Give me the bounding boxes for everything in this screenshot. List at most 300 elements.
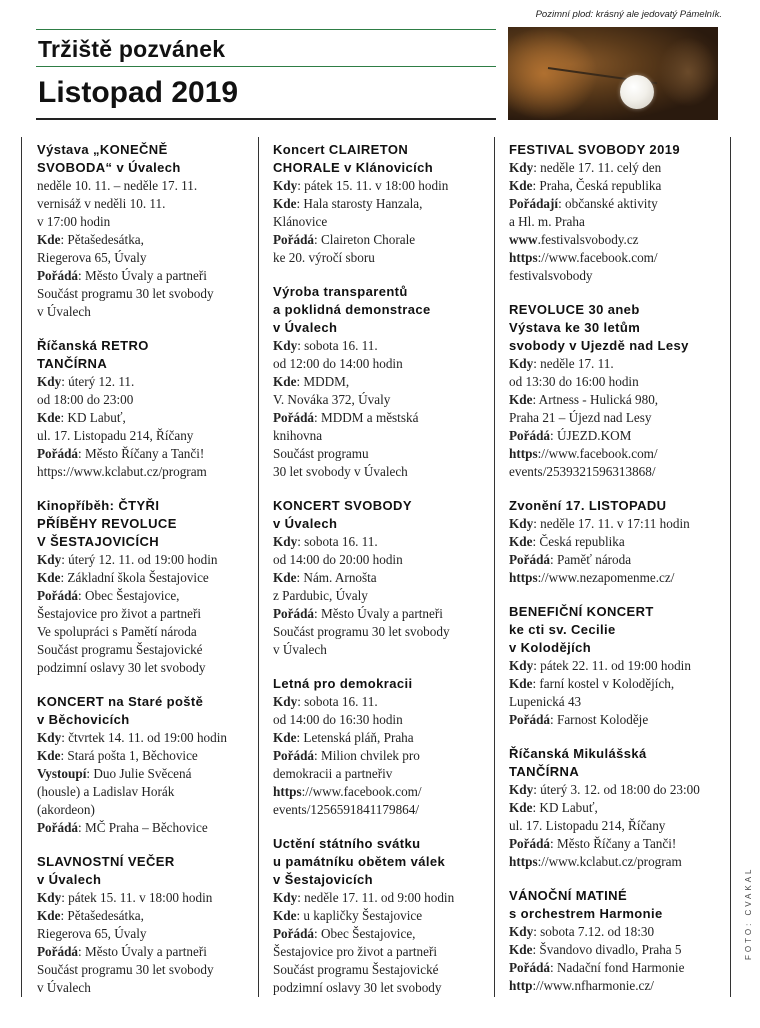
event-detail-text: a Hl. m. Praha: [509, 214, 585, 229]
event-detail-label: Kde: [37, 570, 61, 585]
event-title: [37, 853, 252, 889]
event-title-line: v Kolodějích: [509, 640, 592, 655]
event-detail-line: [37, 765, 252, 783]
event-detail-line: [37, 889, 252, 907]
event-detail-line: [509, 409, 724, 427]
event-title: [509, 141, 724, 159]
event-detail-label: Pořádá: [37, 944, 79, 959]
event-detail-line: [37, 623, 252, 641]
event-entry: [37, 337, 252, 481]
event-detail-text: https://www.kclabut.cz/program: [37, 464, 207, 479]
event-detail-text: : Milion chvilek pro: [314, 748, 420, 763]
event-detail-label: Kde: [509, 178, 533, 193]
event-detail-text: : MČ Praha – Běchovice: [78, 820, 208, 835]
event-detail-text: events/2539321596313868/: [509, 464, 656, 479]
event-detail-text: ke 20. výročí sboru: [273, 250, 375, 265]
event-detail-text: od 13:30 do 16:00 hodin: [509, 374, 639, 389]
event-detail-line: [37, 303, 252, 321]
event-detail-text: (akordeon): [37, 802, 95, 817]
event-entry: [37, 497, 252, 677]
event-detail-line: [273, 801, 488, 819]
event-detail-text: : Česká republika: [532, 534, 625, 549]
event-detail-line: [37, 409, 252, 427]
event-title-line: ke cti sv. Cecilie: [509, 622, 616, 637]
event-title-line: V ŠESTAJOVICÍCH: [37, 534, 160, 549]
event-detail-line: [509, 515, 724, 533]
event-detail-text: : Město Říčany a Tanči!: [550, 836, 677, 851]
event-detail-text: : KD Labuť,: [532, 800, 598, 815]
event-title-line: BENEFIČNÍ KONCERT: [509, 604, 654, 619]
event-title-line: v Šestajovicích: [273, 872, 373, 887]
photo-caption: Pozimní plod: krásný ale jedovatý Pámelník.: [535, 9, 722, 20]
event-detail-text: : Švandovo divadlo, Praha 5: [532, 942, 682, 957]
event-detail-label: Pořádají: [509, 196, 559, 211]
event-detail-label: Pořádá: [37, 446, 79, 461]
event-detail-label: Pořádá: [509, 960, 551, 975]
event-detail-label: Vystoupí: [37, 766, 87, 781]
event-detail-text: Šestajovice pro život a partneři: [273, 944, 438, 959]
event-detail-label: Kdy: [37, 552, 62, 567]
event-detail-label: Pořádá: [273, 926, 315, 941]
event-detail-label: Kde: [273, 196, 297, 211]
event-title: [273, 141, 488, 177]
event-detail-line: [37, 285, 252, 303]
event-entry: [37, 853, 252, 997]
event-detail-line: [37, 729, 252, 747]
event-detail-line: [509, 657, 724, 675]
event-detail-text: : Pětašedesátka,: [60, 232, 144, 247]
event-detail-line: [509, 835, 724, 853]
event-detail-text: : Artness - Hulická 980,: [532, 392, 659, 407]
event-detail-label: Pořádá: [509, 428, 551, 443]
snowberry-photo: [508, 27, 718, 120]
event-detail-text: Součást programu Šestajovické: [37, 642, 203, 657]
event-detail-label: Kde: [273, 730, 297, 745]
event-detail-text: Ve spolupráci s Pamětí národa: [37, 624, 197, 639]
event-detail-label: Kdy: [273, 178, 298, 193]
event-detail-text: : sobota 7.12. od 18:30: [533, 924, 655, 939]
event-title-line: v Úvalech: [273, 320, 338, 335]
event-detail-line: [273, 445, 488, 463]
event-detail-label: Kdy: [273, 534, 298, 549]
event-detail-line: [37, 551, 252, 569]
event-detail-text: podzimní oslavy 30 let svobody: [273, 980, 442, 995]
event-detail-line: [37, 231, 252, 249]
event-title-line: KONCERT na Staré poště: [37, 694, 204, 709]
event-detail-line: [509, 675, 724, 693]
event-detail-text: : u kapličky Šestajovice: [296, 908, 423, 923]
event-detail-text: ://www.facebook.com/: [301, 784, 422, 799]
event-title-line: CHORALE v Klánovicích: [273, 160, 434, 175]
event-detail-text: .festivalsvobody.cz: [537, 232, 639, 247]
event-detail-label: Kde: [509, 676, 533, 691]
event-detail-line: [509, 373, 724, 391]
event-detail-label: Kdy: [37, 730, 62, 745]
event-title: [273, 675, 488, 693]
event-detail-line: [509, 533, 724, 551]
event-detail-text: Součást programu 30 let svobody: [273, 624, 450, 639]
event-detail-label: Kdy: [509, 782, 534, 797]
event-detail-text: : Město Úvaly a partneři: [314, 606, 443, 621]
event-detail-line: [37, 445, 252, 463]
event-detail-text: : pátek 15. 11. v 18:00 hodin: [297, 178, 449, 193]
event-title: [509, 301, 724, 355]
event-detail-text: : Pětašedesátka,: [60, 908, 144, 923]
section-kicker: Tržiště pozvánek: [38, 36, 226, 62]
event-title-line: Výroba transparentů: [273, 284, 408, 299]
event-title-line: Říčanská RETRO: [37, 338, 149, 353]
header-rule-bottom: [36, 118, 496, 120]
event-title-line: a poklidná demonstrace: [273, 302, 431, 317]
event-detail-line: [509, 711, 724, 729]
event-detail-text: : neděle 17. 11. od 9:00 hodin: [297, 890, 455, 905]
event-detail-text: Lupenická 43: [509, 694, 582, 709]
event-detail-text: : pátek 22. 11. od 19:00 hodin: [533, 658, 691, 673]
event-detail-label: Kde: [273, 570, 297, 585]
event-detail-line: [509, 249, 724, 267]
event-detail-line: [273, 693, 488, 711]
event-detail-line: [37, 427, 252, 445]
event-detail-line: [37, 979, 252, 997]
event-detail-text: knihovna: [273, 428, 323, 443]
event-detail-line: [273, 337, 488, 355]
event-detail-text: : Farnost Koloděje: [550, 712, 649, 727]
event-detail-label: Pořádá: [37, 268, 79, 283]
event-detail-label: Kde: [273, 908, 297, 923]
event-detail-text: (housle) a Ladislav Horák: [37, 784, 175, 799]
events-column-3: [509, 141, 724, 1011]
event-detail-line: [273, 961, 488, 979]
event-detail-label: Kdy: [273, 890, 298, 905]
event-detail-line: [509, 923, 724, 941]
event-detail-text: ://www.facebook.com/: [537, 250, 658, 265]
event-detail-line: [273, 729, 488, 747]
event-detail-label: Pořádá: [509, 712, 551, 727]
event-title-line: s orchestrem Harmonie: [509, 906, 663, 921]
event-detail-line: [509, 177, 724, 195]
event-detail-text: : čtvrtek 14. 11. od 19:00 hodin: [61, 730, 227, 745]
column-rule-left: [21, 137, 22, 997]
event-detail-text: V. Nováka 372, Úvaly: [273, 392, 391, 407]
event-detail-text: : Obec Šestajovice,: [314, 926, 416, 941]
event-detail-text: : Duo Julie Svěcená: [86, 766, 192, 781]
event-detail-label: Kdy: [273, 338, 298, 353]
event-detail-line: [273, 355, 488, 373]
event-detail-text: : sobota 16. 11.: [297, 534, 378, 549]
event-title-line: REVOLUCE 30 aneb: [509, 302, 640, 317]
event-detail-label: Pořádá: [509, 552, 551, 567]
event-detail-line: [273, 641, 488, 659]
event-detail-line: [273, 623, 488, 641]
header-rule-middle: [36, 66, 496, 67]
event-detail-text: festivalsvobody: [509, 268, 593, 283]
event-detail-label: Kde: [37, 232, 61, 247]
event-detail-label: Pořádá: [273, 232, 315, 247]
event-detail-text: ://www.nezapomenme.cz/: [537, 570, 675, 585]
event-detail-line: [273, 889, 488, 907]
event-entry: [273, 497, 488, 659]
event-detail-line: [509, 781, 724, 799]
event-detail-line: [273, 195, 488, 213]
event-detail-text: : úterý 12. 11.: [61, 374, 135, 389]
event-detail-line: [37, 463, 252, 481]
event-title: [273, 835, 488, 889]
event-title: [273, 283, 488, 337]
event-detail-line: [37, 747, 252, 765]
event-detail-text: : občanské aktivity: [558, 196, 658, 211]
event-detail-label: https: [509, 446, 538, 461]
event-detail-label: www: [509, 232, 538, 247]
event-detail-line: [37, 783, 252, 801]
event-detail-line: [509, 799, 724, 817]
event-detail-line: [37, 213, 252, 231]
event-detail-text: Součást programu 30 let svobody: [37, 962, 214, 977]
event-entry: [273, 283, 488, 481]
event-detail-text: Šestajovice pro život a partneři: [37, 606, 202, 621]
event-entry: [509, 887, 724, 995]
snowberry-fruit: [620, 75, 654, 109]
event-detail-line: [273, 177, 488, 195]
event-detail-label: Kdy: [273, 694, 298, 709]
event-detail-line: [509, 355, 724, 373]
event-detail-label: Kde: [509, 534, 533, 549]
event-detail-line: [37, 819, 252, 837]
event-title-line: TANČÍRNA: [37, 356, 108, 371]
event-detail-text: v 17:00 hodin: [37, 214, 111, 229]
event-detail-line: [509, 195, 724, 213]
photo-credit: FOTO: CVAKAL: [744, 866, 753, 960]
event-detail-text: : Stará pošta 1, Běchovice: [60, 748, 198, 763]
event-detail-label: Pořádá: [273, 410, 315, 425]
event-detail-line: [509, 977, 724, 995]
event-title-line: v Úvalech: [37, 872, 102, 887]
event-detail-label: https: [509, 250, 538, 265]
event-detail-text: demokracii a partneřiv: [273, 766, 393, 781]
event-detail-text: : neděle 17. 11. celý den: [533, 160, 662, 175]
event-detail-label: Kde: [509, 800, 533, 815]
event-detail-line: [273, 533, 488, 551]
event-detail-text: : Paměť národa: [550, 552, 632, 567]
event-detail-label: Kdy: [509, 356, 534, 371]
event-entry: [273, 835, 488, 997]
event-detail-label: Kde: [37, 748, 61, 763]
event-detail-text: : Město Říčany a Tanči!: [78, 446, 205, 461]
event-detail-label: https: [509, 854, 538, 869]
event-detail-label: https: [509, 570, 538, 585]
event-detail-line: [509, 817, 724, 835]
event-detail-text: Součást programu 30 let svobody: [37, 286, 214, 301]
event-detail-text: : Claireton Chorale: [314, 232, 416, 247]
event-detail-label: Kde: [273, 374, 297, 389]
event-detail-line: [273, 925, 488, 943]
event-detail-label: Kdy: [509, 516, 534, 531]
event-title: [509, 497, 724, 515]
event-detail-text: : pátek 15. 11. v 18:00 hodin: [61, 890, 213, 905]
event-detail-text: z Pardubic, Úvaly: [273, 588, 368, 603]
event-detail-text: : Obec Šestajovice,: [78, 588, 180, 603]
event-title: [509, 745, 724, 781]
event-detail-line: [37, 587, 252, 605]
event-detail-line: [37, 605, 252, 623]
event-title-line: u památníku obětem válek: [273, 854, 446, 869]
event-detail-text: od 14:00 do 16:30 hodin: [273, 712, 403, 727]
event-detail-label: Pořádá: [37, 588, 79, 603]
event-detail-line: [273, 551, 488, 569]
event-detail-text: v Úvalech: [37, 304, 91, 319]
event-detail-text: : sobota 16. 11.: [297, 338, 378, 353]
event-title-line: Letná pro demokracii: [273, 676, 413, 691]
event-detail-text: : Město Úvaly a partneři: [78, 944, 207, 959]
event-detail-line: [37, 907, 252, 925]
event-detail-label: Pořádá: [273, 748, 315, 763]
event-detail-line: [273, 373, 488, 391]
column-rule-2: [494, 137, 495, 997]
event-detail-line: [509, 267, 724, 285]
event-title-line: FESTIVAL SVOBODY 2019: [509, 142, 680, 157]
event-title-line: Koncert CLAIRETON: [273, 142, 409, 157]
event-title: [509, 887, 724, 923]
event-detail-label: Pořádá: [37, 820, 79, 835]
event-detail-text: : neděle 17. 11.: [533, 356, 614, 371]
event-detail-line: [509, 159, 724, 177]
event-detail-line: [273, 783, 488, 801]
event-detail-line: [509, 463, 724, 481]
event-title-line: SVOBODA“ v Úvalech: [37, 160, 181, 175]
event-detail-text: Praha 21 – Újezd nad Lesy: [509, 410, 652, 425]
event-detail-text: : Praha, Česká republika: [532, 178, 662, 193]
event-title: [37, 497, 252, 551]
event-detail-text: : farní kostel v Kolodějích,: [532, 676, 675, 691]
event-detail-line: [509, 693, 724, 711]
event-detail-text: Riegerova 65, Úvaly: [37, 250, 147, 265]
event-title: [37, 337, 252, 373]
event-detail-line: [509, 941, 724, 959]
event-detail-text: : KD Labuť,: [60, 410, 126, 425]
event-detail-label: https: [273, 784, 302, 799]
event-detail-line: [273, 765, 488, 783]
event-entry: [273, 675, 488, 819]
event-title-line: Uctění státního svátku: [273, 836, 421, 851]
event-detail-text: : úterý 12. 11. od 19:00 hodin: [61, 552, 218, 567]
event-title-line: VÁNOČNÍ MATINÉ: [509, 888, 628, 903]
event-detail-label: Kde: [37, 908, 61, 923]
event-detail-line: [273, 747, 488, 765]
event-detail-line: [509, 853, 724, 871]
event-title-line: Kinopříběh: ČTYŘI: [37, 498, 160, 513]
event-detail-text: : Nadační fond Harmonie: [550, 960, 685, 975]
event-detail-line: [273, 231, 488, 249]
event-entry: [509, 603, 724, 729]
event-detail-line: [273, 907, 488, 925]
event-detail-line: [273, 213, 488, 231]
event-title-line: KONCERT SVOBODY: [273, 498, 412, 513]
event-entry: [509, 141, 724, 285]
event-detail-text: Klánovice: [273, 214, 328, 229]
event-detail-label: Pořádá: [509, 836, 551, 851]
event-entry: [37, 693, 252, 837]
event-detail-line: [37, 801, 252, 819]
event-detail-line: [273, 463, 488, 481]
event-detail-label: Kde: [509, 392, 533, 407]
event-detail-text: od 12:00 do 14:00 hodin: [273, 356, 403, 371]
event-title: [273, 497, 488, 533]
event-title-line: Výstava „KONEČNĚ: [37, 142, 168, 157]
event-detail-line: [37, 925, 252, 943]
event-detail-line: [509, 391, 724, 409]
event-title-line: TANČÍRNA: [509, 764, 580, 779]
event-detail-text: Součást programu: [273, 446, 369, 461]
event-title-line: Výstava ke 30 letům: [509, 320, 641, 335]
event-detail-text: v Úvalech: [37, 980, 91, 995]
event-entry: [273, 141, 488, 267]
event-detail-line: [273, 605, 488, 623]
event-detail-line: [509, 959, 724, 977]
event-detail-text: : ÚJEZD.KOM: [550, 428, 632, 443]
event-detail-line: [273, 569, 488, 587]
event-detail-line: [37, 373, 252, 391]
event-detail-line: [273, 409, 488, 427]
event-detail-text: : Letenská pláň, Praha: [296, 730, 414, 745]
event-detail-text: : Nám. Arnošta: [296, 570, 377, 585]
event-title-line: v Běchovicích: [37, 712, 130, 727]
page-title: Listopad 2019: [38, 76, 239, 109]
event-detail-line: [273, 979, 488, 997]
event-entry: [37, 141, 252, 321]
event-detail-line: [273, 249, 488, 267]
event-detail-label: Kdy: [37, 374, 62, 389]
event-detail-line: [37, 641, 252, 659]
column-rule-1: [258, 137, 259, 997]
event-title-line: SLAVNOSTNÍ VEČER: [37, 854, 175, 869]
event-detail-text: ul. 17. Listopadu 214, Říčany: [509, 818, 666, 833]
event-detail-text: ://www.kclabut.cz/program: [537, 854, 682, 869]
event-detail-label: Kde: [509, 942, 533, 957]
event-title-line: Říčanská Mikulášská: [509, 746, 647, 761]
event-title: [37, 693, 252, 729]
event-detail-line: [509, 551, 724, 569]
event-detail-line: [37, 569, 252, 587]
event-detail-text: : MDDM,: [296, 374, 350, 389]
event-detail-line: [37, 177, 252, 195]
event-detail-text: : Hala starosty Hanzala,: [296, 196, 423, 211]
event-title: [37, 141, 252, 177]
event-detail-label: Kdy: [509, 924, 534, 939]
event-detail-line: [509, 213, 724, 231]
event-detail-text: events/1256591841179864/: [273, 802, 420, 817]
event-detail-text: : neděle 17. 11. v 17:11 hodin: [533, 516, 690, 531]
event-detail-text: : Základní škola Šestajovice: [60, 570, 209, 585]
events-column-2: [273, 141, 488, 1013]
column-rule-right: [730, 137, 731, 997]
event-detail-label: Kdy: [37, 890, 62, 905]
event-detail-text: : MDDM a městská: [314, 410, 419, 425]
event-title-line: v Úvalech: [273, 516, 338, 531]
event-detail-label: Pořádá: [273, 606, 315, 621]
event-detail-line: [273, 427, 488, 445]
event-detail-text: Součást programu Šestajovické: [273, 962, 439, 977]
event-detail-line: [37, 267, 252, 285]
event-detail-text: ://www.facebook.com/: [537, 446, 658, 461]
event-detail-text: ://www.nfharmonie.cz/: [532, 978, 654, 993]
event-title-line: svobody v Ujezdě nad Lesy: [509, 338, 689, 353]
event-detail-text: : sobota 16. 11.: [297, 694, 378, 709]
event-entry: [509, 497, 724, 587]
event-entry: [509, 301, 724, 481]
event-detail-line: [37, 659, 252, 677]
event-detail-label: Kdy: [509, 658, 534, 673]
event-title-line: PŘÍBĚHY REVOLUCE: [37, 516, 177, 531]
event-detail-line: [509, 427, 724, 445]
